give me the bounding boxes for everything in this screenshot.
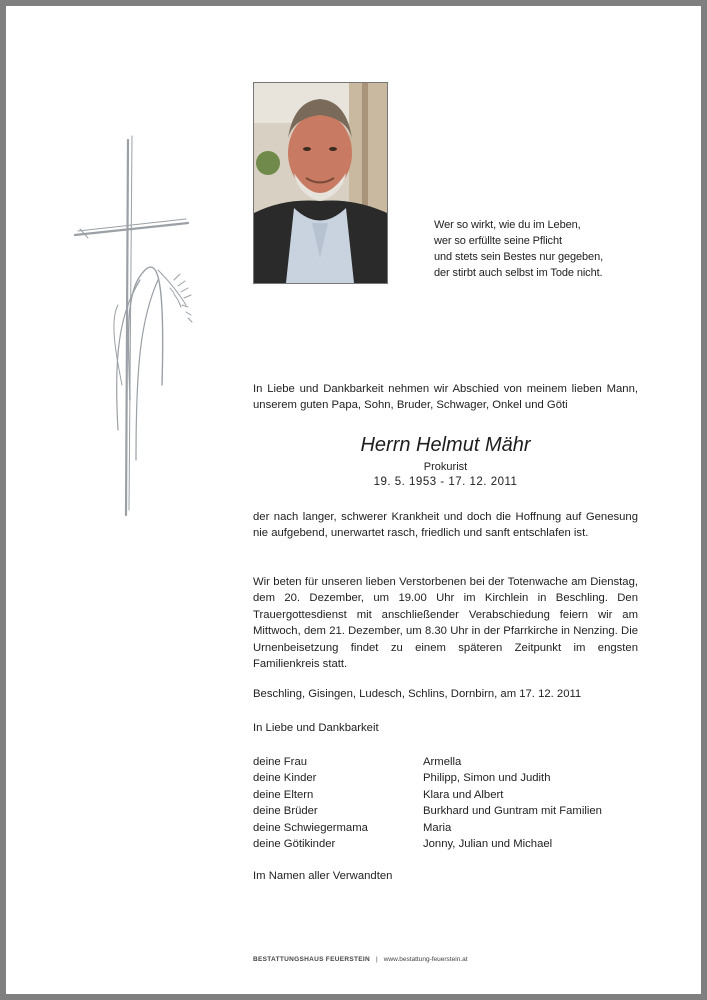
mourner-relation: deine Eltern (253, 788, 314, 801)
passing-paragraph: der nach langer, schwerer Krankheit und doch die Hoffnung auf Genesung nie aufgebend, unerwartet rasch, friedlich und sanft entschlafen ist. (253, 511, 638, 540)
portrait-photo (253, 82, 388, 284)
mourner-names: Maria (423, 821, 452, 834)
deceased-name: Herrn Helmut Mähr (360, 434, 531, 456)
deceased-title: Prokurist (423, 461, 468, 473)
mourner-names: Armella (423, 756, 462, 768)
mourner-relation: deine Brüder (253, 805, 318, 818)
mourner-row (253, 803, 602, 819)
footer (253, 956, 468, 963)
mourner-row (253, 770, 602, 786)
mourner-names: Jonny, Julian und Michael (423, 838, 553, 851)
poem-line: der stirbt auch selbst im Tode nicht. (434, 267, 603, 279)
mourner-row (253, 754, 602, 770)
mourner-row (253, 836, 602, 852)
poem-line: wer so erfüllte seine Pflicht (434, 235, 562, 247)
life-dates: 19. 5. 1953 - 17. 12. 2011 (373, 476, 518, 488)
mourner-relation: deine Frau (253, 756, 308, 768)
cross-with-wheat-icon (70, 130, 205, 520)
memorial-poem (434, 217, 603, 281)
mourner-names: Burkhard und Guntram mit Familien (423, 805, 602, 818)
intro-text: In Liebe und Dankbarkeit nehmen wir Abschied von meinem lieben Mann, unserem guten Papa, Sohn, Bruder, Schwager, Onkel und Göti (253, 383, 638, 412)
mourner-relation: deine Götikinder (253, 838, 336, 851)
footer-website-link[interactable]: www.bestattung-feuerstein.at (383, 956, 468, 963)
poem-line: Wer so wirkt, wie du im Leben, (434, 219, 581, 231)
mourner-row (253, 820, 602, 836)
mourners-list (253, 754, 602, 852)
poem-line: und stets sein Bestes nur gegeben, (434, 251, 604, 263)
mourner-names: Philipp, Simon und Judith (423, 772, 551, 785)
signoff: Im Namen aller Verwandten (253, 870, 393, 882)
closing-phrase: In Liebe und Dankbarkeit (253, 722, 379, 734)
footer-brand: BESTATTUNGSHAUS FEUERSTEIN (253, 956, 370, 963)
place-date: Beschling, Gisingen, Ludesch, Schlins, Dornbirn, am 17. 12. 2011 (253, 688, 582, 700)
mourner-relation: deine Kinder (253, 772, 317, 785)
footer-separator: | (375, 956, 378, 963)
mourner-relation: deine Schwiegermama (253, 821, 368, 834)
mourner-names: Klara und Albert (423, 788, 504, 801)
service-paragraph: Wir beten für unseren lieben Verstorbenen bei der Totenwache am Dienstag, dem 20. Dezember, um 19.00 Uhr im Kirchlein in Beschling. Den Trauergottesdienst mit anschließender Verabschiedung feiern wir am Mittwoch, dem 21. Dezember, um 8.30 Uhr in der Pfarrkirche in Nenzing. Die Urnenbeisetzung findet zu einem späteren Zeitpunkt im engsten Familienkreis statt. (253, 576, 638, 671)
mourner-row (253, 787, 602, 803)
